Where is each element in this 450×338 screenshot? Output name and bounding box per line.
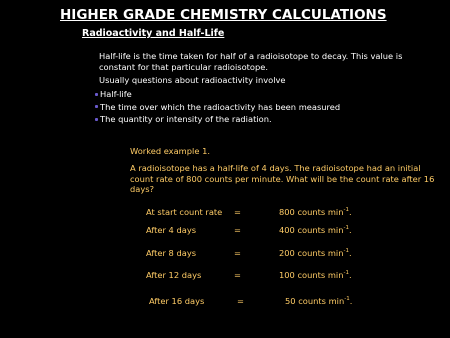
row-time: After 4 days xyxy=(146,225,197,235)
row-value: 200 counts $\min^{-1}$. xyxy=(279,248,352,258)
row-equals: = xyxy=(234,248,241,258)
list-item xyxy=(95,113,340,126)
row-time: After 12 days xyxy=(146,270,202,280)
row-value: 50 counts $\min^{-1}$. xyxy=(285,296,353,306)
row-time: After 16 days xyxy=(149,296,205,306)
row-equals: = xyxy=(234,270,241,280)
row-value: 400 counts $\min^{-1}$. xyxy=(279,225,352,235)
row-time: At start count rate xyxy=(146,207,223,217)
list-item xyxy=(95,88,340,101)
row-equals: = xyxy=(237,296,244,306)
row-value: 100 counts $\min^{-1}$. xyxy=(279,270,352,280)
bullet-icon xyxy=(95,93,98,96)
bullet-list xyxy=(95,88,340,126)
example-question: A radioisotope has a half-life of 4 days. The radioisotope had an initial count rate of 800 counts per minute. What will be the count rate after 16 days? xyxy=(130,163,435,194)
list-item xyxy=(95,101,340,114)
row-time: After 8 days xyxy=(146,248,197,258)
row-equals: = xyxy=(234,225,241,235)
row-value: 800 counts $\min^{-1}$. xyxy=(279,207,352,217)
bullet-text: The time over which the radioactivity has been measured xyxy=(100,101,341,112)
bullet-text: The quantity or intensity of the radiation. xyxy=(100,114,272,124)
bullet-icon xyxy=(95,105,98,108)
page-title: HIGHER GRADE CHEMISTRY CALCULATIONS xyxy=(60,7,387,23)
intro-text: Usually questions about radioactivity involve xyxy=(99,75,286,85)
half-life-definition: Half-life is the time taken for half of a radioisotope to decay. This value is constant for that particular radioisotope. xyxy=(99,51,403,72)
example-heading: Worked example 1. xyxy=(130,146,210,156)
bullet-icon xyxy=(95,118,98,121)
row-equals: = xyxy=(234,207,241,217)
section-subtitle: Radioactivity and Half-Life xyxy=(82,28,225,39)
bullet-text: Half-life xyxy=(100,89,132,99)
